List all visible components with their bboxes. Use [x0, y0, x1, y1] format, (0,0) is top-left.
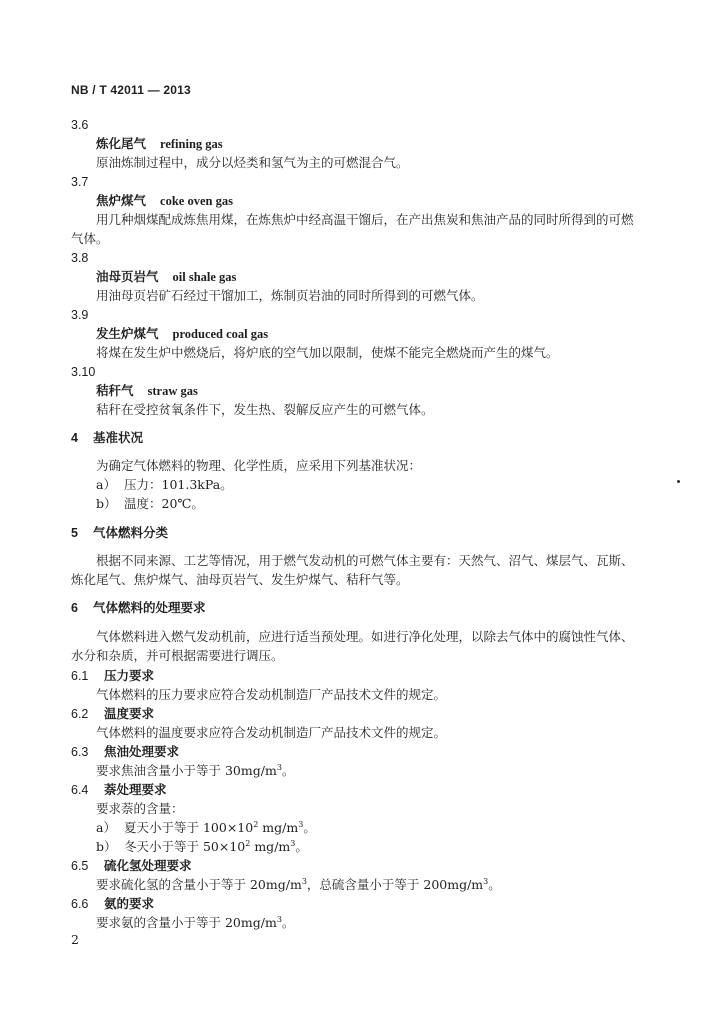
paragraph-line: 气体燃料进入燃气发动机前，应进行适当预处理。如进行净化处理，以除去气体中的腐蚀性气体、: [96, 629, 634, 644]
term-definition: 用油母页岩矿石经过干馏加工，炼制页岩油的同时所得到的可燃气体。: [96, 288, 484, 303]
subsection-heading: 6.3 焦油处理要求: [71, 744, 180, 759]
term-chinese: 秸秆气: [96, 383, 134, 398]
term-number: 3.10: [71, 365, 96, 379]
term-english: produced coal gas: [172, 327, 269, 341]
paragraph-line: 水分和杂质，并可根据需要进行调压。: [71, 648, 284, 663]
subsection-heading: 6.5 硫化氢处理要求: [71, 858, 192, 873]
term-definition: 原油炼制过程中，成分以烃类和氢气为主的可燃混合气。: [96, 155, 409, 170]
term-heading: [96, 326, 268, 342]
subsection-heading: 6.6 氨的要求: [71, 896, 155, 911]
section-intro: 为确定气体燃料的物理、化学性质，应采用下列基准状况：: [96, 458, 422, 473]
term-heading: [96, 383, 198, 399]
subsection-heading: 6.2 温度要求: [71, 706, 155, 721]
term-heading: [96, 193, 233, 209]
subsection-text: 要求硫化氢的含量小于等于 $20mg/m^3$，总硫含量小于等于 $200mg/m^3$。: [96, 876, 501, 892]
subsection-text: 要求焦油含量小于等于 $30mg/m^3$。: [96, 762, 295, 778]
paragraph-line: 根据不同来源、工艺等情况，用于燃气发动机的可燃气体主要有：天然气、沼气、煤层气、瓦斯、: [96, 553, 634, 568]
term-number: 3.7: [71, 175, 89, 189]
standard-number-header: NB / T 42011 — 2013: [71, 83, 191, 97]
subsection-heading: 6.1 压力要求: [71, 668, 155, 683]
term-chinese: 油母页岩气: [96, 269, 159, 284]
section-heading: 4 基准状况: [71, 430, 144, 445]
term-english: coke oven gas: [160, 194, 233, 208]
term-english: straw gas: [147, 384, 198, 398]
term-english: refining gas: [160, 137, 223, 151]
page-number: 2: [71, 932, 79, 947]
term-chinese: 发生炉煤气: [96, 326, 159, 341]
subsection-text: 要求氨的含量小于等于 $20mg/m^3$。: [96, 914, 295, 930]
list-item: b） 冬天小于等于 $50\times 10^2$ $mg/m^3$。: [96, 838, 308, 854]
term-definition: 秸秆在受控贫氧条件下，发生热、裂解反应产生的可燃气体。: [96, 402, 434, 417]
subsection-heading: 6.4 萘处理要求: [71, 782, 167, 797]
list-item: b） 温度：20℃。: [96, 496, 204, 511]
list-item: a） 夏天小于等于 $100\times 10^2$ $mg/m^3$。: [96, 819, 316, 835]
term-chinese: 炼化尾气: [96, 136, 147, 151]
term-heading: [96, 136, 223, 152]
term-number: 3.9: [71, 308, 89, 322]
section-heading: 5 气体燃料分类: [71, 525, 169, 540]
list-item: a） 压力：101.3kPa。: [96, 477, 233, 492]
subsection-text: 要求萘的含量：: [96, 801, 184, 816]
section-heading: 6 气体燃料的处理要求: [71, 600, 206, 615]
term-definition: 将煤在发生炉中燃烧后，将炉底的空气加以限制，使煤不能完全燃烧而产生的煤气。: [96, 345, 559, 360]
subsection-text: 气体燃料的温度要求应符合发动机制造厂产品技术文件的规定。: [96, 725, 447, 740]
paragraph-line: 炼化尾气、焦炉煤气、油母页岩气、发生炉煤气、秸秆气等。: [71, 572, 409, 587]
term-number: 3.8: [71, 251, 89, 265]
term-number: 3.6: [71, 118, 89, 132]
term-english: oil shale gas: [172, 270, 237, 284]
subsection-text: 气体燃料的压力要求应符合发动机制造厂产品技术文件的规定。: [96, 687, 447, 702]
term-heading: [96, 269, 236, 285]
term-chinese: 焦炉煤气: [96, 193, 147, 208]
term-definition-continued: 气体。: [71, 231, 109, 246]
term-definition: 用几种烟煤配成炼焦用煤，在炼焦炉中经高温干馏后，在产出焦炭和焦油产品的同时所得到的可燃: [96, 212, 634, 227]
scan-speck: [677, 480, 680, 483]
